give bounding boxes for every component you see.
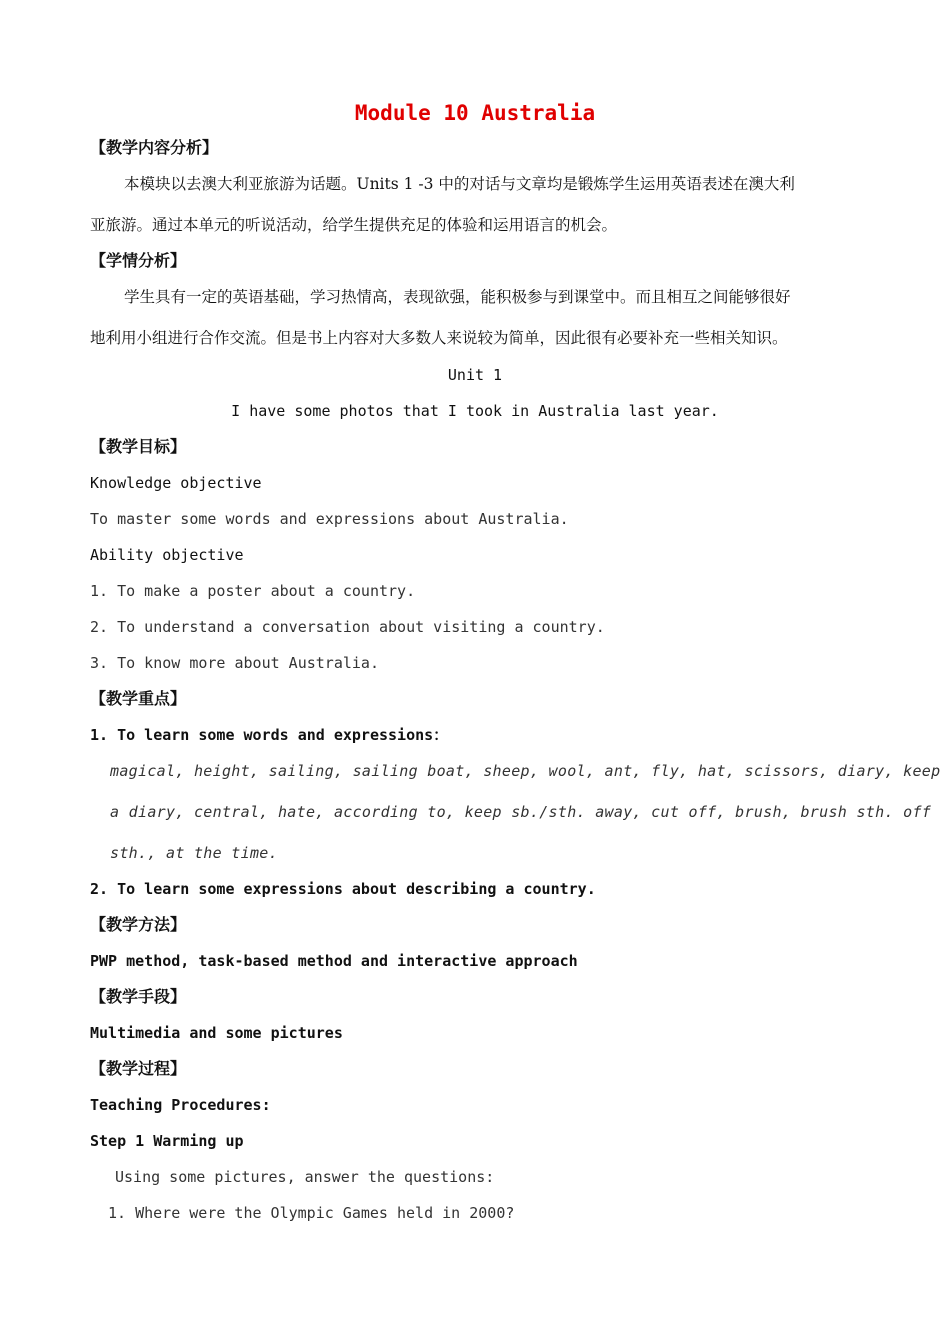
knowledge-objective-text: To master some words and expressions about Australia. [90, 510, 569, 528]
vocabulary-line-1: magical, height, sailing, sailing boat, sheep, wool, ant, fly, hat, scissors, diary, keep [110, 762, 941, 780]
content-analysis-line-2: 亚旅游。通过本单元的听说活动，给学生提供充足的体验和运用语言的机会。 [90, 216, 618, 234]
section-heading-key-points: 【教学重点】 [90, 689, 187, 708]
vocabulary-line-3: sth., at the time. [110, 844, 278, 862]
step-1-instruction: Using some pictures, answer the questions: [115, 1168, 495, 1186]
key-point-1: 1. To learn some words and expressions： [90, 726, 449, 744]
student-analysis-line-2: 地利用小组进行合作交流。但是书上内容对大多数人来说较为简单，因此很有必要补充一些相关知识。 [90, 329, 788, 347]
section-heading-means: 【教学手段】 [90, 987, 187, 1006]
document-title: Module 10 Australia [354, 101, 596, 125]
question-1: 1. Where were the Olympic Games held in 2000? [108, 1204, 515, 1222]
unit-label: Unit 1 [447, 366, 503, 384]
teaching-procedures-label: Teaching Procedures: [90, 1096, 271, 1114]
student-analysis-line-1: 学生具有一定的英语基础，学习热情高，表现欲强，能积极参与到课堂中。而且相互之间能够很好 [124, 288, 791, 306]
section-heading-student-analysis: 【学情分析】 [90, 251, 187, 270]
ability-objective-3: 3. To know more about Australia. [90, 654, 379, 672]
section-heading-methods: 【教学方法】 [90, 915, 187, 934]
vocabulary-line-2: a diary, central, hate, according to, keep sb./sth. away, cut off, brush, brush sth. off [110, 803, 932, 821]
unit-title: I have some photos that I took in Australia last year. [231, 402, 719, 420]
section-heading-content-analysis: 【教学内容分析】 [90, 138, 219, 157]
ability-objective-label: Ability objective [90, 546, 244, 564]
ability-objective-2: 2. To understand a conversation about visiting a country. [90, 618, 605, 636]
section-heading-objectives: 【教学目标】 [90, 437, 187, 456]
content-analysis-line-1: 本模块以去澳大利亚旅游为话题。Units 1 -3 中的对话与文章均是锻炼学生运用英语表述在澳大利 [124, 175, 795, 193]
section-heading-process: 【教学过程】 [90, 1059, 187, 1078]
means-text: Multimedia and some pictures [90, 1024, 343, 1042]
knowledge-objective-label: Knowledge objective [90, 474, 262, 492]
step-1-heading: Step 1 Warming up [90, 1132, 244, 1150]
methods-text: PWP method, task-based method and interactive approach [90, 952, 578, 970]
key-point-2: 2. To learn some expressions about describing a country. [90, 880, 596, 898]
ability-objective-1: 1. To make a poster about a country. [90, 582, 416, 600]
